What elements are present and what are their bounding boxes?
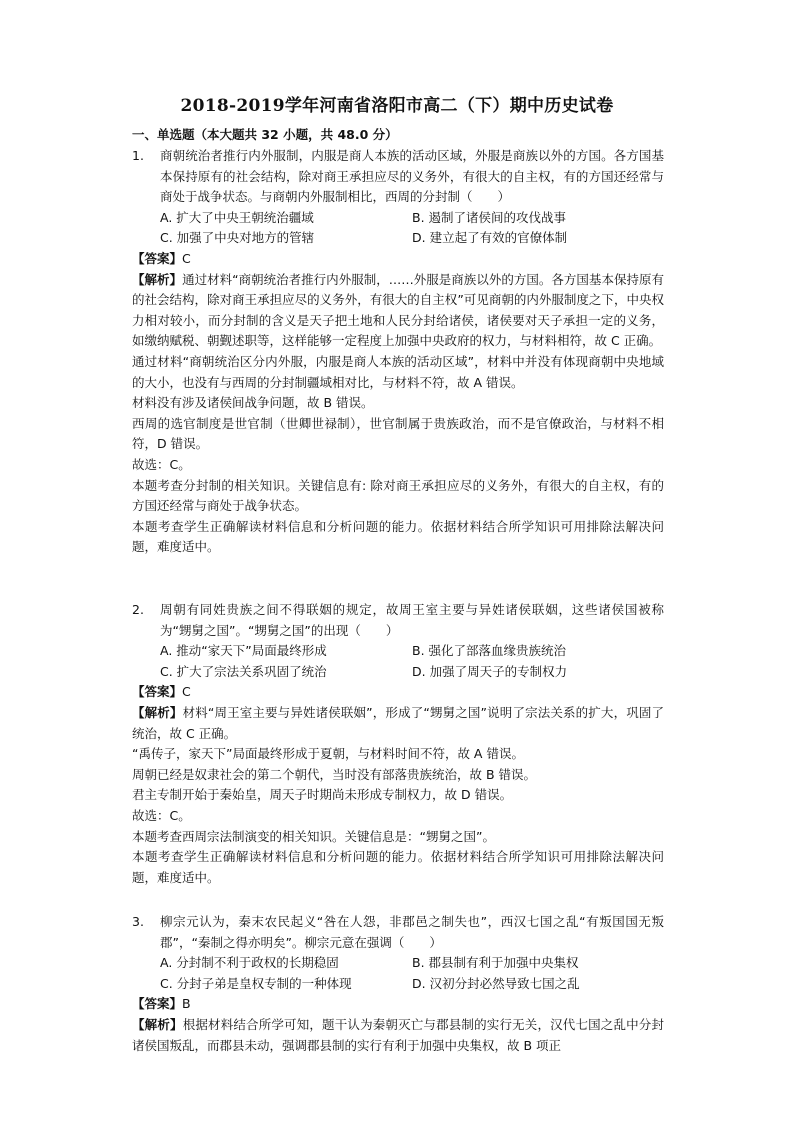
question-number: 3. <box>132 914 144 929</box>
analysis-paragraph: 故选：C。 <box>132 456 191 472</box>
analysis-paragraph: 【解析】根据材料结合所学可知，题干认为秦朝灭亡与郡县制的实行无关，汉代七国之乱中分封诸侯国叛乱，而郡县未动，强调郡县制的实行有利于加强中央集权，故 B 项正 <box>132 1016 664 1053</box>
option-b: B. 遏制了诸侯间的攻伐战事 <box>412 209 567 225</box>
option-b: B. 郡县制有利于加强中央集权 <box>412 955 579 971</box>
option-a: A. 分封制不利于政权的长期稳固 <box>160 955 339 971</box>
options <box>160 208 664 249</box>
answer-value: C <box>182 250 191 266</box>
option-d: D. 汉初分封必然导致七国之乱 <box>412 975 580 991</box>
analysis-paragraph: 故选：C。 <box>132 807 191 823</box>
answer-line <box>132 682 664 703</box>
option-c: C. 分封子弟是皇权专制的一种体现 <box>160 975 352 991</box>
analysis-paragraph: 周朝已经是奴隶社会的第二个朝代，当时没有部落贵族统治，故 B 错误。 <box>132 766 537 782</box>
answer-tag: 【答案】 <box>132 996 183 1012</box>
section-heading: 一、单选题（本大题共 32 小题，共 48.0 分） <box>132 127 398 142</box>
answer-value: B <box>182 996 191 1012</box>
analysis-paragraph: 通过材料“商朝统治区分内外服，内服是商人本族的活动区域”，材料中并没有体现商朝中央地域的大小，也没有与西周的分封制疆域相对比，与材料不符，故 A 错误。 <box>132 353 664 390</box>
question-number: 2. <box>132 602 144 617</box>
analysis-paragraph: 本题考查西周宗法制演变的相关知识。关键信息是：“甥舅之国”。 <box>132 828 495 844</box>
option-a: A. 推动“家天下”局面最终形成 <box>160 643 327 659</box>
option-a: A. 扩大了中央王朝统治疆域 <box>160 209 314 225</box>
analysis-paragraph: 【解析】材料“周王室主要与异姓诸侯联姻”，形成了“甥舅之国”说明了宗法关系的扩大，巩固了统治，故 C 正确。 <box>132 704 664 741</box>
analysis-tag: 【解析】 <box>132 271 183 287</box>
option-d: D. 建立起了有效的官僚体制 <box>412 230 568 246</box>
page-title: 2018-2019学年河南省洛阳市高二（下）期中历史试卷 <box>180 96 614 116</box>
question-3 <box>132 912 664 1056</box>
answer-line <box>132 994 664 1015</box>
question-1 <box>132 146 664 558</box>
analysis-tag: 【解析】 <box>132 1016 183 1032</box>
analysis-paragraph: 材料没有涉及诸侯间战争问题，故 B 错误。 <box>132 395 374 411</box>
analysis-paragraph: 本题考查分封制的相关知识。关键信息有: 除对商王承担应尽的义务外，有很大的自主权，有的方国还经常与商处于战争状态。 <box>132 477 664 514</box>
question-stem: 周朝有同姓贵族之间不得联姻的规定，故周王室主要与异姓诸侯联姻，这些诸侯国被称为“甥舅之国”。“甥舅之国”的出现（ ） <box>160 602 664 638</box>
analysis-paragraph: “禹传子，家天下”局面最终形成于夏朝，与材料时间不符，故 A 错误。 <box>132 746 524 762</box>
analysis-paragraph: 西周的选官制度是世官制（世卿世禄制），世官制属于贵族政治，而不是官僚政治，与材料不相符，D 错误。 <box>132 415 664 452</box>
question-stem: 商朝统治者推行内外服制，内服是商人本族的活动区域，外服是商族以外的方国。各方国基本保持原有的社会结构，除对商王承担应尽的义务外，有很大的自主权，有的方国还经常与商处于战争状态。与商朝内外服制相比，西周的分封制（ ） <box>160 148 664 205</box>
option-b: B. 强化了部落血缘贵族统治 <box>412 643 567 659</box>
analysis-paragraph: 本题考查学生正确解读材料信息和分析问题的能力。依据材料结合所学知识可用排除法解决问题，难度适中。 <box>132 518 664 555</box>
option-d: D. 加强了周天子的专制权力 <box>412 663 568 679</box>
options <box>160 641 664 682</box>
analysis-paragraph: 本题考查学生正确解读材料信息和分析问题的能力。依据材料结合所学知识可用排除法解决问题，难度适中。 <box>132 849 664 885</box>
answer-tag: 【答案】 <box>132 684 183 700</box>
analysis-tag: 【解析】 <box>132 704 183 720</box>
analysis-paragraph: 君主专制开始于秦始皇，周天子时期尚未形成专制权力，故 D 错误。 <box>132 787 513 803</box>
answer-line <box>132 249 664 270</box>
answer-value: C <box>182 684 191 700</box>
question-stem: 柳宗元认为，秦末农民起义“咎在人怨，非郡邑之制失也”，西汉七国之乱“有叛国国无叛郡”，“秦制之得亦明矣”。柳宗元意在强调（ ） <box>160 914 664 950</box>
answer-tag: 【答案】 <box>132 250 183 266</box>
question-number: 1. <box>132 148 144 163</box>
analysis-paragraph: 【解析】通过材料“商朝统治者推行内外服制，……外服是商族以外的方国。各方国基本保持原有的社会结构，除对商王承担应尽的义务外，有很大的自主权”可见商朝的内外服制度之下，中央权力相对较小，而分封制的含义是天子把土地和人民分封给诸侯，诸侯要对天子承担一定的义务，如缴纳赋税、朝觐述职等，这样能够一定程度上加强中央政府的权力，与材料相符，故 C 正确。 <box>132 271 664 349</box>
options <box>160 953 664 994</box>
option-c: C. 加强了中央对地方的管辖 <box>160 230 315 246</box>
question-2 <box>132 600 664 888</box>
option-c: C. 扩大了宗法关系巩固了统治 <box>160 663 327 679</box>
